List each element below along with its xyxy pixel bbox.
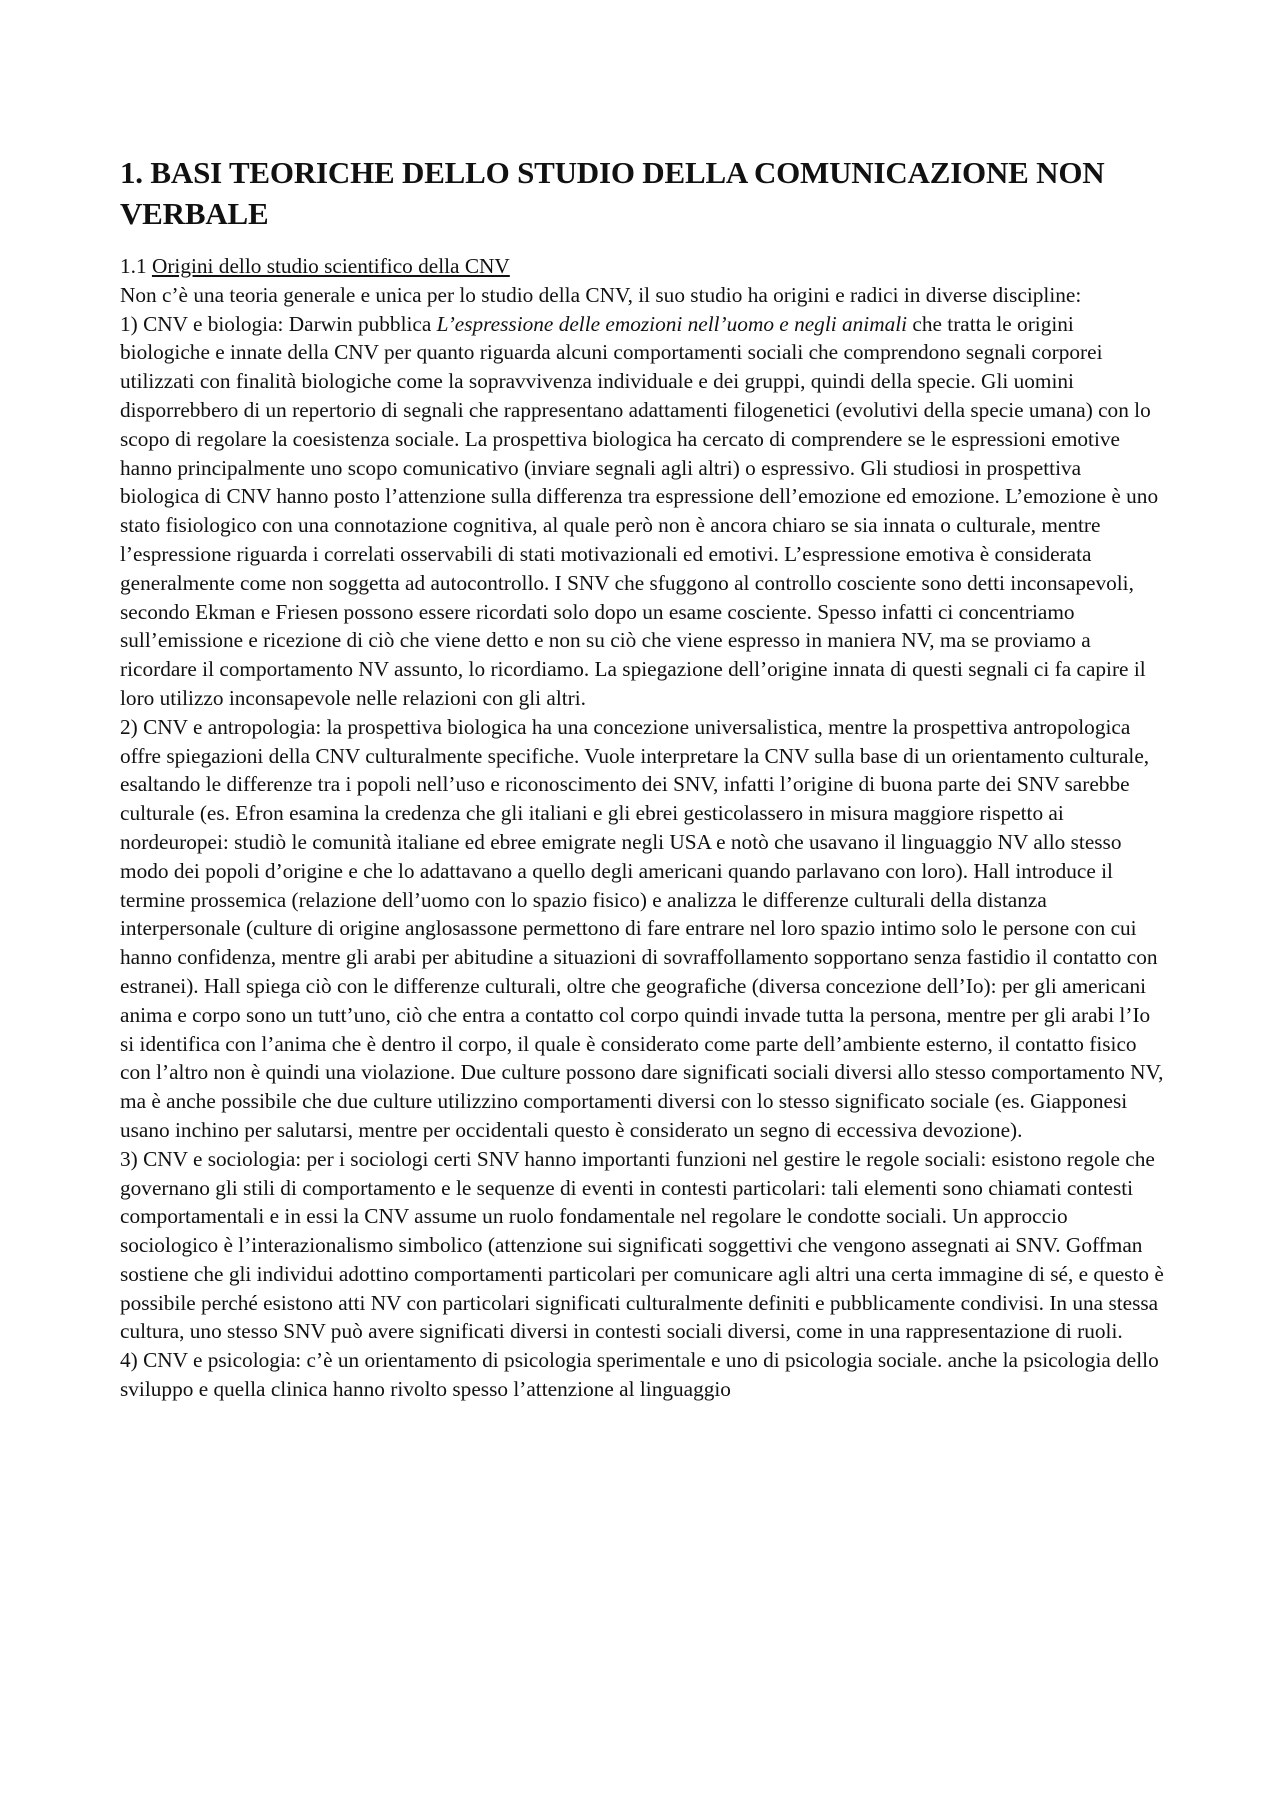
paragraph-psicologia: 4) CNV e psicologia: c’è un orientamento di psicologia sperimentale e uno di psicologia sociale. anche la psicologia dello sviluppo e quella clinica hanno rivolto spesso l’attenzione al linguaggio [120,1348,1159,1402]
section-heading [120,252,1165,281]
paragraph-sociologia: 3) CNV e sociologia: per i sociologi certi SNV hanno importanti funzioni nel gestire le regole sociali: esistono regole che governano gli stili di comportamento e le sequenze di eventi in contesti particolari: tali elementi sono chiamati contesti comportamentali e in essi la CNV assume un ruolo fondamentale nel regolare le condotte sociali. Un approccio sociologico è l’interazionalismo simbolico (attenzione sui significati soggettivi che vengono assegnati ai SNV. Goffman sostiene che gli individui adottino comportamenti particolari per comunicare agli altri una certa immagine di sé, e questo è possibile perché esistono atti NV con particolari significati culturalmente definiti e pubblicamente condivisi. In una stessa cultura, uno stesso SNV può avere significati diversi in contesti sociali diversi, come in una rappresentazione di ruoli. [120,1146,1164,1344]
book-title: L’espressione delle emozioni nell’uomo e negli animali [436,311,908,336]
document-title: 1. BASI TEORICHE DELLO STUDIO DELLA COMUNICAZIONE NON VERBALE [120,155,1105,231]
paragraph-biologia [120,310,1165,713]
intro-paragraph: Non c’è una teoria generale e unica per lo studio della CNV, il suo studio ha origini e radici in diverse discipline: [120,282,1082,307]
document-page [120,152,1165,1404]
paragraph-antropologia: 2) CNV e antropologia: la prospettiva biologica ha una concezione universalistica, mentre la prospettiva antropologica offre spiegazioni della CNV culturalmente specifiche. Vuole interpretare la CNV sulla base di un orientamento culturale, esaltando le differenze tra i popoli nell’uso e riconoscimento dei SNV, infatti l’origine di buona parte dei SNV sarebbe culturale (es. Efron esamina la credenza che gli italiani e gli ebrei gesticolassero in misura maggiore rispetto ai nordeuropei: studiò le comunità italiane ed ebree emigrate negli USA e notò che usavano il linguaggio NV allo stesso modo dei popoli d’origine e che lo adattavano a quello degli americani quando parlavano con loro). Hall introduce il termine prossemica (relazione dell’uomo con lo spazio fisico) e analizza le differenze culturali della distanza interpersonale (culture di origine anglosassone permettono di fare entrare nel loro spazio intimo solo le persone con cui hanno confidenza, mentre gli arabi per abitudine a situazioni di sovraffollamento sopportano senza fastidio il contatto con estranei). Hall spiega ciò con le differenze culturali, oltre che geografiche (diversa concezione dell’Io): per gli americani anima e corpo sono un tutt’uno, ciò che entra a contatto col corpo quindi invade tutta la persona, mentre per gli arabi l’Io si identifica con l’anima che è dentro il corpo, il quale è considerato come parte dell’ambiente esterno, il contatto fisico con l’altro non è quindi una violazione. Due culture possono dare significati sociali diversi allo stesso comportamento NV, ma è anche possibile che due culture utilizzino comportamenti diversi con lo stesso significato sociale (es. Giapponesi usano inchino per salutarsi, mentre per occidentali questo è considerato un segno di eccessiva devozione). [120,714,1164,1142]
paragraph-biologia-lead: 1) CNV e biologia: Darwin pubblica [120,311,432,336]
paragraph-biologia-rest: che tratta le origini biologiche e innate della CNV per quanto riguarda alcuni comportamenti sociali che comprendono segnali corporei utilizzati con finalità biologiche come la sopravvivenza individuale e dei gruppi, quindi della specie. Gli uomini disporrebbero di un repertorio di segnali che rappresentano adattamenti filogenetici (evolutivi della specie umana) con lo scopo di regolare la coesistenza sociale. La prospettiva biologica ha cercato di comprendere se le espressioni emotive hanno principalmente uno scopo comunicativo (inviare segnali agli altri) o espressivo. Gli studiosi in prospettiva biologica di CNV hanno posto l’attenzione sulla differenza tra espressione dell’emozione ed emozione. L’emozione è uno stato fisiologico con una connotazione cognitiva, al quale però non è ancora chiaro se sia innata o culturale, mentre l’espressione riguarda i correlati osservabili di stati motivazionali ed emotivi. L’espressione emotiva è considerata generalmente come non soggetta ad autocontrollo. I SNV che sfuggono al controllo cosciente sono detti inconsapevoli, secondo Ekman e Friesen possono essere ricordati solo dopo un esame cosciente. Spesso infatti ci concentriamo sull’emissione e ricezione di ciò che viene detto e non su ciò che viene espresso in maniera NV, ma se proviamo a ricordare il comportamento NV assunto, lo ricordiamo. La spiegazione dell’origine innata di questi segnali ci fa capire il loro utilizzo inconsapevole nelle relazioni con gli altri. [120,311,1159,710]
section-title: Origini dello studio scientifico della CNV [151,254,510,278]
section-number: 1.1 [120,254,147,278]
